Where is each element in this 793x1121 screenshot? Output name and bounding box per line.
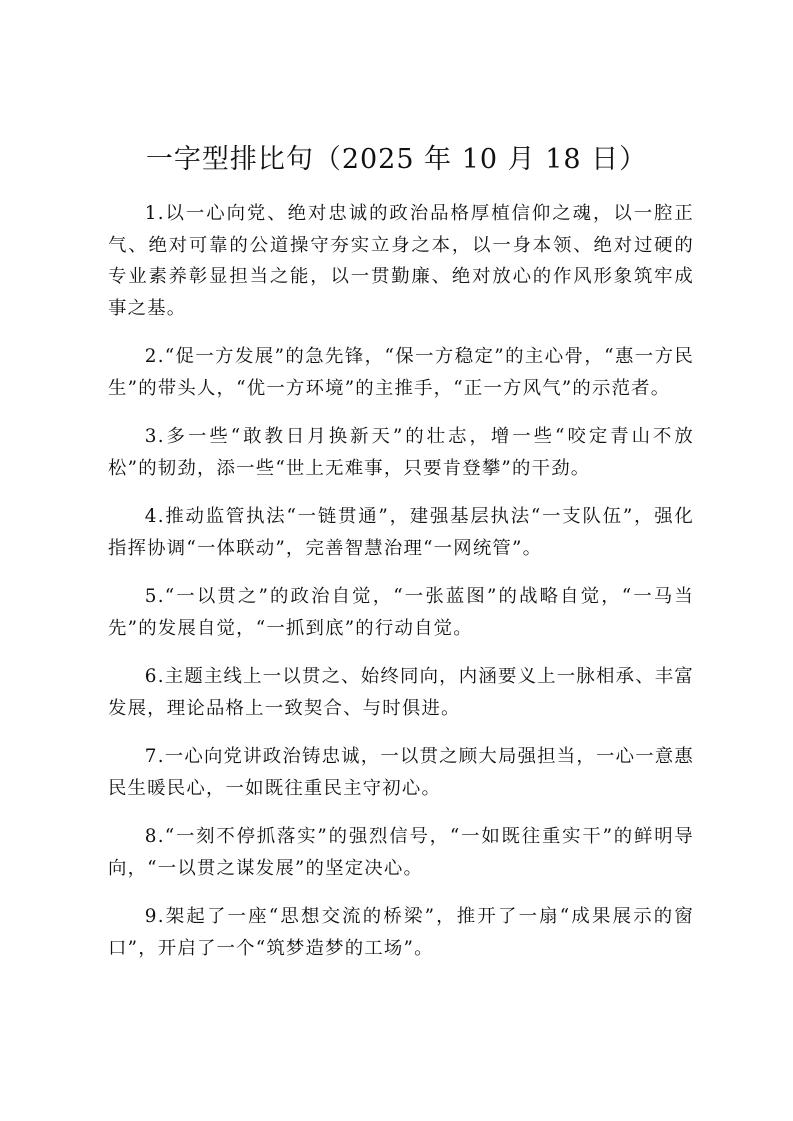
paragraph-6: 6.主题主线上一以贯之、始终同向，内涵要义上一脉相承、丰富发展，理论品格上一致契合、与时俱进。 [108,666,694,719]
paragraph-2: 2.“促一方发展”的急先锋，“保一方稳定”的主心骨，“惠一方民生”的带头人，“优一方环境”的主推手，“正一方风气”的示范者。 [108,346,694,399]
paragraph-7: 7.一心向党讲政治铸忠诚，一以贯之顾大局强担当，一心一意惠民生暖民心，一如既往重民主守初心。 [108,746,694,799]
paragraph-4: 4.推动监管执法“一链贯通”，建强基层执法“一支队伍”，强化指挥协调“一体联动”，完善智慧治理“一网统管”。 [108,506,694,559]
paragraph-8: 8.“一刻不停抓落实”的强烈信号，“一如既往重实干”的鲜明导向，“一以贯之谋发展”的坚定决心。 [108,826,694,879]
paragraph-3: 3.多一些“敢教日月换新天”的壮志，增一些“咬定青山不放松”的韧劲，添一些“世上无难事，只要肯登攀”的干劲。 [108,426,694,479]
paragraph-9: 9.架起了一座“思想交流的桥梁”，推开了一扇“成果展示的窗口”，开启了一个“筑梦造梦的工场”。 [108,906,694,959]
paragraph-5: 5.“一以贯之”的政治自觉，“一张蓝图”的战略自觉，“一马当先”的发展自觉，“一抓到底”的行动自觉。 [108,586,694,639]
paragraph-1: 1.以一心向党、绝对忠诚的政治品格厚植信仰之魂，以一腔正气、绝对可靠的公道操守夯实立身之本，以一身本领、绝对过硬的专业素养彰显担当之能，以一贯勤廉、绝对放心的作风形象筑牢成事之基。 [108,203,694,319]
document-body [108,198,694,981]
document-title: 一字型排比句（2025 年 10 月 18 日） [145,144,648,175]
